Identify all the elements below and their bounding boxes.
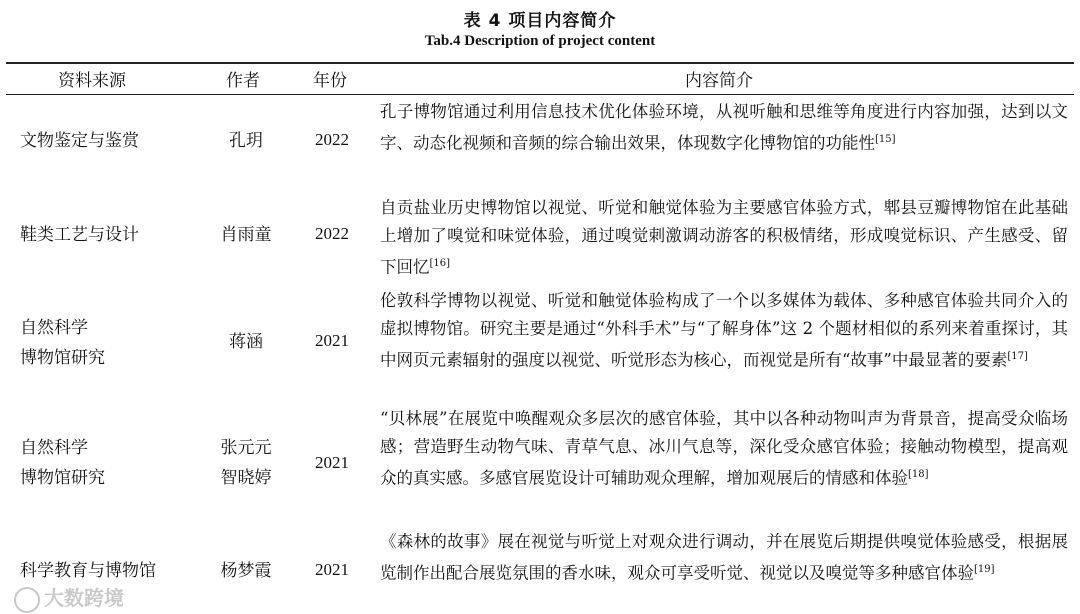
row-ref: [18] [908,469,929,480]
watermark-text: 大数跨境 [44,586,124,610]
row-author [206,556,286,586]
row-author-line: 杨梦霞 [220,561,272,581]
table-header-rule [6,94,1074,95]
row-author-line: 蒋涵 [229,332,263,352]
table-top-rule [6,62,1074,64]
row-author-line: 孔玥 [229,131,263,151]
row-author-line: 智晓婷 [220,468,272,488]
row-year: 2021 [315,560,349,579]
row-ref: [16] [429,258,451,269]
row-source [20,313,105,373]
header-author: 作者 [226,71,260,91]
row-year: 2021 [315,453,349,472]
row-source-line: 博物馆研究 [20,468,105,488]
row-author [206,433,286,493]
watermark-logo [14,582,124,613]
row-source-line: 博物馆研究 [20,348,105,368]
row-source-line: 科学教育与博物馆 [20,561,156,581]
table-caption-cn: 表 4 项目内容简介 [463,11,617,31]
row-content: 自贡盐业历史博物馆以视觉、听觉和触觉体验为主要感官体验方式，郫县豆瓣博物馆在此基础上增加了嗅觉和味觉体验，通过嗅觉刺激调动游客的积极情绪，形成嗅觉标识、产生感受、留下回忆[16] [380,198,1068,277]
row-source [20,220,139,250]
row-author [206,126,286,156]
watermark-icon [14,587,40,613]
row-source-line: 鞋类工艺与设计 [20,225,139,245]
row-author-line: 肖雨童 [220,225,272,245]
header-year: 年份 [313,71,347,91]
row-source-line: 文物鉴定与鉴赏 [20,131,139,151]
row-author-line: 张元元 [220,438,272,458]
header-content: 内容简介 [685,71,753,91]
row-content: “贝林展”在展览中唤醒观众多层次的感官体验，其中以各种动物叫声为背景音，提高受众临场感；营造野生动物气味、青草气息、冰川气息等，深化受众感官体验；接触动物模型，提高观众的真实感。多感官展览设计可辅助观众理解，增加观展后的情感和体验[18] [380,409,1068,488]
row-source-line: 自然科学 [20,438,88,458]
row-author [206,220,286,250]
row-ref: [17] [1007,351,1028,362]
row-content: 孔子博物馆通过利用信息技术优化体验环境，从视听触和思维等角度进行内容加强，达到以文字、动态化视频和音频的综合输出效果，体现数字化博物馆的功能性[15] [380,102,1068,153]
row-year: 2021 [315,331,349,350]
row-source [20,126,139,156]
row-content: 《森林的故事》展在视觉与听觉上对观众进行调动，并在展览后期提供嗅觉体验感受，根据展览制作出配合展览氛围的香水味，观众可享受听觉、视觉以及嗅觉等多种感官体验[19] [380,532,1068,583]
row-ref: [19] [974,564,995,575]
table-caption-en: Tab.4 Description of project content [424,33,656,49]
row-year: 2022 [315,224,349,243]
row-content: 伦敦科学博物以视觉、听觉和触觉体验构成了一个以多媒体为载体、多种感官体验共同介入的虚拟博物馆。研究主要是通过“外科手术”与“了解身体”这 2 个题材相似的系列来着重探讨，其中网页元素辐射的强度以视觉、听觉形态为核心，而视觉是所有“故事”中最显著的要素[17] [380,291,1068,370]
row-source-line: 自然科学 [20,318,88,338]
row-year: 2022 [315,130,349,149]
row-ref: [15] [875,134,896,145]
row-author [206,327,286,357]
header-source: 资料来源 [58,71,126,91]
row-source [20,433,105,493]
